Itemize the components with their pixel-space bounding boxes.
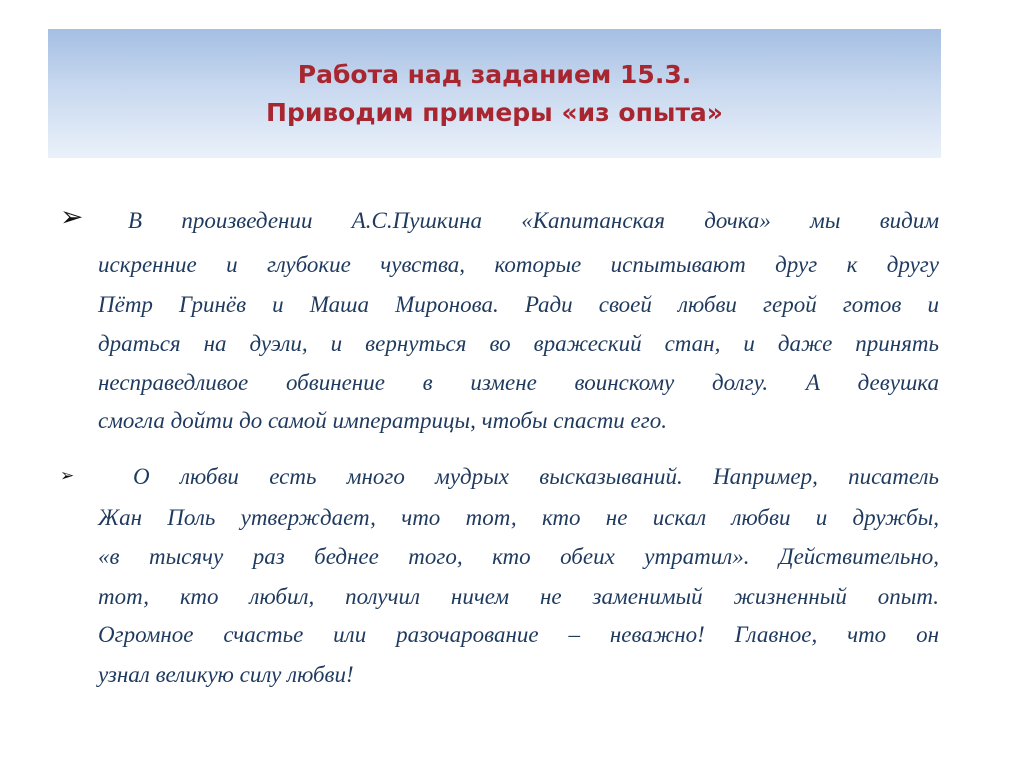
paragraph-line: несправедливое обвинение в измене воинскому долгу. А девушка (98, 370, 939, 395)
arrow-bullet-icon: ➢ (60, 466, 75, 486)
paragraph-line: узнал великую силу любви! (98, 662, 354, 687)
paragraph-line: «в тысячу раз беднее того, кто обеих утратил». Действительно, (98, 544, 939, 569)
slide-title-line-2: Приводим примеры «из опыта» (266, 97, 723, 127)
paragraph-line: Пётр Гринёв и Маша Миронова. Ради своей любви герой готов и (98, 292, 939, 317)
paragraph-line: О любви есть много мудрых высказываний. Например, писатель (133, 464, 939, 489)
paragraph-line: драться на дуэли, и вернуться во вражеский стан, и даже принять (98, 331, 939, 356)
paragraph-line: Жан Поль утверждает, что тот, кто не искал любви и дружбы, (98, 505, 939, 530)
paragraph-line: смогла дойти до самой императрицы, чтобы спасти его. (98, 408, 667, 433)
arrow-bullet-icon: ➢ (60, 200, 84, 233)
paragraph-line: В произведении А.С.Пушкина «Капитанская дочка» мы видим (128, 208, 939, 233)
paragraph-line: тот, кто любил, получил ничем не заменимый жизненный опыт. (98, 584, 939, 609)
paragraph-line: Огромное счастье или разочарование – неважно! Главное, что он (98, 622, 939, 647)
slide-title-line-1: Работа над заданием 15.3. (297, 59, 692, 89)
title-banner (48, 29, 941, 158)
paragraph-line: искренние и глубокие чувства, которые испытывают друг к другу (98, 252, 939, 277)
